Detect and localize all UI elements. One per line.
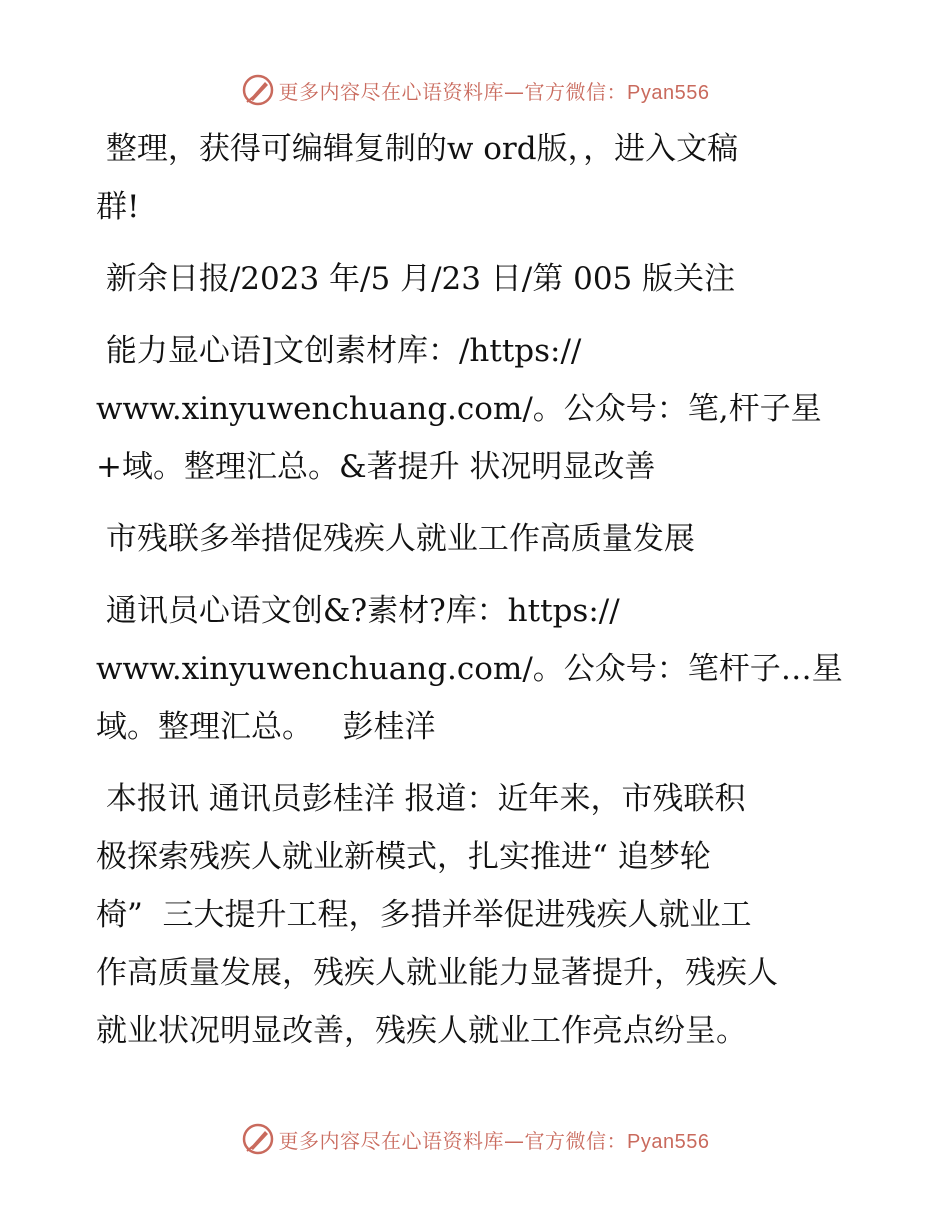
- quill-logo-icon: [241, 1122, 275, 1156]
- text-line: 作高质量发展，残疾人就业能力显著提升，残疾人: [96, 955, 778, 991]
- footer-banner: [0, 1119, 950, 1159]
- paragraph: [96, 510, 856, 568]
- paragraph: [96, 582, 856, 756]
- paragraph: [96, 770, 856, 1060]
- banner-text: 更多内容尽在心语资料库—官方微信：Pyan556: [278, 1128, 710, 1153]
- banner-text: 更多内容尽在心语资料库—官方微信：Pyan556: [278, 79, 710, 104]
- document-body: [96, 120, 856, 1060]
- text-line: 群!: [96, 189, 140, 225]
- text-line: 市残联多举措促残疾人就业工作高质量发展: [96, 521, 695, 557]
- text-line: 就业状况明显改善，残疾人就业工作亮点纷呈。: [96, 1013, 747, 1049]
- paragraph: [96, 322, 856, 496]
- text-line: 椅” 三大提升工程，多措并举促进残疾人就业工: [96, 897, 752, 933]
- text-line: 新余日报/2023 年/5 月/23 日/第 005 版关注: [96, 261, 736, 297]
- paragraph: [96, 120, 856, 236]
- header-banner: [0, 70, 950, 110]
- text-line: www.xinyuwenchuang.com/。公众号：笔杆子…星: [96, 651, 843, 687]
- paragraph: [96, 250, 856, 308]
- text-line: 本报讯 通讯员彭桂洋 报道：近年来，市残联积: [96, 781, 746, 817]
- quill-logo-icon: [241, 73, 275, 107]
- text-line: 域。整理汇总。 彭桂洋: [96, 709, 436, 745]
- text-line: 能力显心语]文创素材库：/https://: [96, 333, 582, 369]
- text-line: 通讯员心语文创&?素材?库：https://: [96, 593, 620, 629]
- text-line: 整理，获得可编辑复制的w ord版，，进入文稿: [96, 131, 739, 167]
- text-line: +域。整理汇总。&著提升 状况明显改善: [96, 449, 656, 485]
- text-line: 极探索残疾人就业新模式，扎实推进“ 追梦轮: [96, 839, 711, 875]
- text-line: www.xinyuwenchuang.com/。公众号：笔,杆子星: [96, 391, 822, 427]
